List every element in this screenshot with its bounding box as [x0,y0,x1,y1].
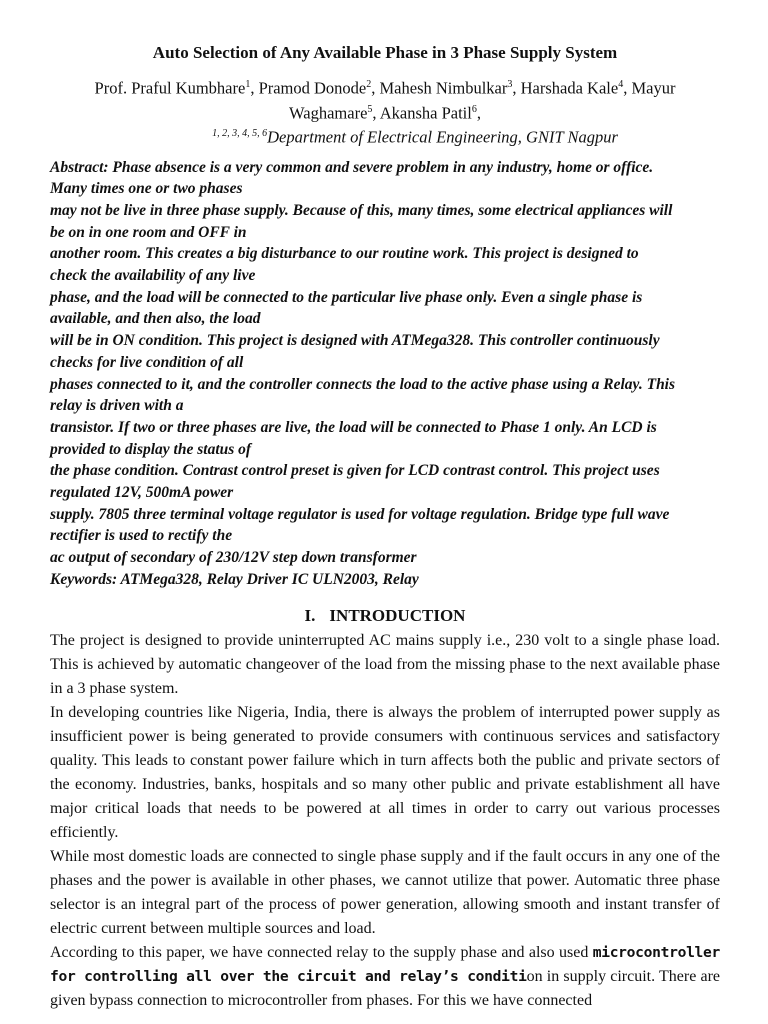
abstract-line: ac output of secondary of 230/12V step down transformer [50,549,417,567]
abstract-line: available, and then also, the load [50,310,261,328]
abstract-line: relay is driven with a [50,397,184,415]
abstract-line: check the availability of any live [50,267,256,285]
paragraph-2: In developing countries like Nigeria, India, there is always the problem of interrupted power supply as insufficient power is being generated to provide consumers with continuous services and satisfactory quality. This leads to constant power failure which in turn affects both the public and private sectors of the economy. Industries, banks, hospitals and so many other public and private establishment all have major critical loads that needs to be powered at all times in order to carry out various processes efficiently. [50,703,720,841]
abstract-line: transistor. If two or three phases are live, the load will be connected to Phase 1 only. An LCD is [50,418,657,436]
author-separator: , [623,78,632,98]
abstract-line: Many times one or two phases [50,180,243,198]
author-superscript: 4 [618,79,624,90]
author-separator: , [476,103,481,122]
paragraph-4-start: According to this paper, we have connected relay to the supply phase and also used [50,943,589,961]
abstract-line: be on in one room and OFF in [50,223,247,241]
section-heading-introduction [50,605,720,627]
abstract-line: another room. This creates a big disturbance to our routine work. This project is designed to [50,245,639,263]
author-separator: , [250,78,259,98]
abstract-body [50,157,720,569]
abstract-line: provided to display the status of [50,440,252,458]
section-number: I. [304,605,316,625]
paragraph-4-bold: microcontroller for controlling all over the circuit and relay’s conditi [50,943,721,985]
author-superscript: 6 [471,103,477,115]
abstract-line: phases connected to it, and the controller connects the load to the active phase using a Relay. This [50,375,676,393]
author-name: Prof. Praful Kumbhare [94,78,246,98]
author-name: Mayur Waghamare [289,78,676,122]
paragraph-3: While most domestic loads are connected to single phase supply and if the fault occurs in any one of the phases and the power is available in other phases, we cannot utilize that power. Automatic three phase selector is an integral part of the process of power generation, allowing smooth and instant transfer of electric current between multiple sources and load. [50,847,720,937]
introduction-body [50,629,720,1013]
author-separator: , [371,78,380,98]
paragraph-4-end: on in supply circuit. There are given bypass connection to microcontroller from phases. For this we have connected [50,967,720,1009]
paragraph-4 [50,941,720,1013]
abstract-line: Abstract: Phase absence is a very common and severe problem in any industry, home or office. [50,158,654,176]
affiliation-text: Department of Electrical Engineering, GNIT Nagpur [267,127,618,147]
author-superscript: 2 [366,79,372,90]
author-separator: , [372,103,380,122]
author-name: Pramod Donode [258,78,367,98]
affiliation [110,123,720,149]
author-superscript: 3 [507,79,513,90]
affiliation-superscript: 1, 2, 3, 4, 5, 6 [212,128,268,139]
abstract-line: checks for live condition of all [50,353,244,371]
abstract-line: regulated 12V, 500mA power [50,484,234,502]
abstract-line: may not be live in three phase supply. Because of this, many times, some electrical appliances will [50,201,673,219]
paper-title: Auto Selection of Any Available Phase in 3 Phase Supply System [152,43,618,62]
abstract-line: phase, and the load will be connected to the particular live phase only. Even a single phase is [50,288,643,306]
author-name: Mahesh Nimbulkar [379,78,508,98]
abstract-line: will be in ON condition. This project is designed with ATMega328. This controller continuously [50,332,660,350]
keywords: Keywords: ATMega328, Relay Driver IC ULN2003, Relay [50,570,419,588]
abstract [50,157,720,591]
section-title: INTRODUCTION [329,605,466,625]
abstract-line: rectifier is used to rectify the [50,527,233,545]
author-list [70,74,700,123]
author-superscript: 1 [245,79,251,90]
abstract-line: the phase condition. Contrast control preset is given for LCD contrast control. This project uses [50,462,660,480]
author-separator: , [512,78,521,98]
author-name: Harshada Kale [520,78,619,98]
author-name: Akansha Patil [379,103,472,122]
author-superscript: 5 [367,103,373,115]
abstract-line: supply. 7805 three terminal voltage regulator is used for voltage regulation. Bridge type full wave [50,505,670,523]
paragraph-1: The project is designed to provide uninterrupted AC mains supply i.e., 230 volt to a single phase load. This is achieved by automatic changeover of the load from the missing phase to the next available phase in a 3 phase system. [50,631,720,697]
